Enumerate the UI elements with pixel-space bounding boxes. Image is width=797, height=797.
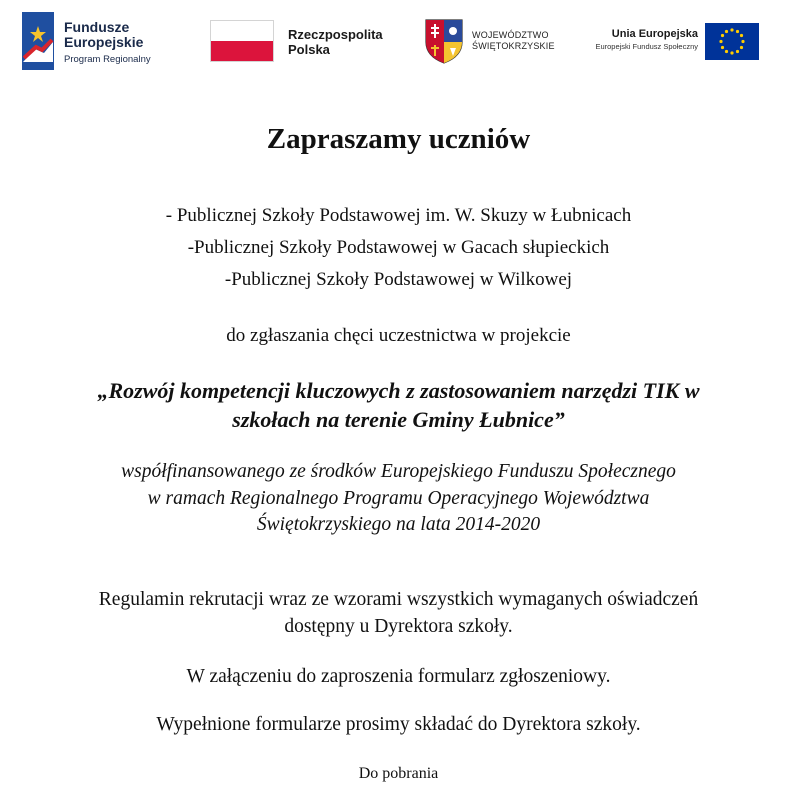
regulations-line-2: dostępny u Dyrektora szkoły. [284,616,513,637]
cofinancing-line-3: Świętokrzyskiego na lata 2014-2020 [256,514,541,535]
page-heading: Zapraszamy uczniów [266,123,531,155]
project-title-line-2: szkołach na terenie Gminy Łubnice” [232,407,565,432]
eu-flag-icon [705,23,759,60]
fundusze-europejskie-logo [22,12,172,70]
fundusze-line-2: Europejskie [64,34,144,50]
poland-line-2: Polska [288,42,330,57]
eu-line-1: Unia Europejska [611,28,698,40]
voivodeship-line-2: ŚWIĘTOKRZYSKIE [472,41,555,51]
fundusze-europejskie-logo-icon [22,12,54,70]
school-item: - Publicznej Szkoły Podstawowej im. W. Skuzy w Łubnicach [165,205,632,226]
rzeczpospolita-polska-logo [210,20,406,64]
rzeczpospolita-polska-text [288,27,383,57]
unia-europejska-logo [580,20,762,64]
poland-line-1: Rzeczpospolita [288,27,383,42]
voivodeship-line-1: WOJEWÓDZTWO [472,30,549,40]
school-item: -Publicznej Szkoły Podstawowej w Gacach słupieckich [187,237,610,258]
invitation-text: do zgłaszania chęci uczestnictwa w projekcie [226,325,571,346]
regulations-line-1: Regulamin rekrutacji wraz ze wzorami wszystkich wymaganych oświadczeń [98,589,699,610]
cofinancing-line-2: w ramach Regionalnego Programu Operacyjnego Województwa [147,488,650,509]
download-label: Do pobrania [358,765,439,782]
project-title-line-1: „Rozwój kompetencji kluczowych z zastosowaniem narzędzi TIK w [97,378,700,403]
wojewodztwo-text [472,30,555,52]
swietokrzyskie-coat-of-arms-icon [424,18,464,64]
logo-bar [0,0,797,86]
wojewodztwo-swietokrzyskie-logo [424,18,564,66]
polish-flag-icon [210,20,274,62]
fundusze-line-1: Fundusze [64,19,130,35]
eu-line-2: Europejski Fundusz Społeczny [595,42,698,51]
school-item: -Publicznej Szkoły Podstawowej w Wilkowej [224,269,573,290]
cofinancing-line-1: współfinansowanego ze środków Europejskiego Funduszu Społecznego [121,461,676,482]
attachment-text: W załączeniu do zaproszenia formularz zgłoszeniowy. [186,666,611,687]
fundusze-europejskie-text [64,20,151,67]
unia-europejska-text [595,27,698,53]
fundusze-line-3: Program Regionalny [64,54,151,65]
submission-text: Wypełnione formularze prosimy składać do Dyrektora szkoły. [156,714,641,735]
